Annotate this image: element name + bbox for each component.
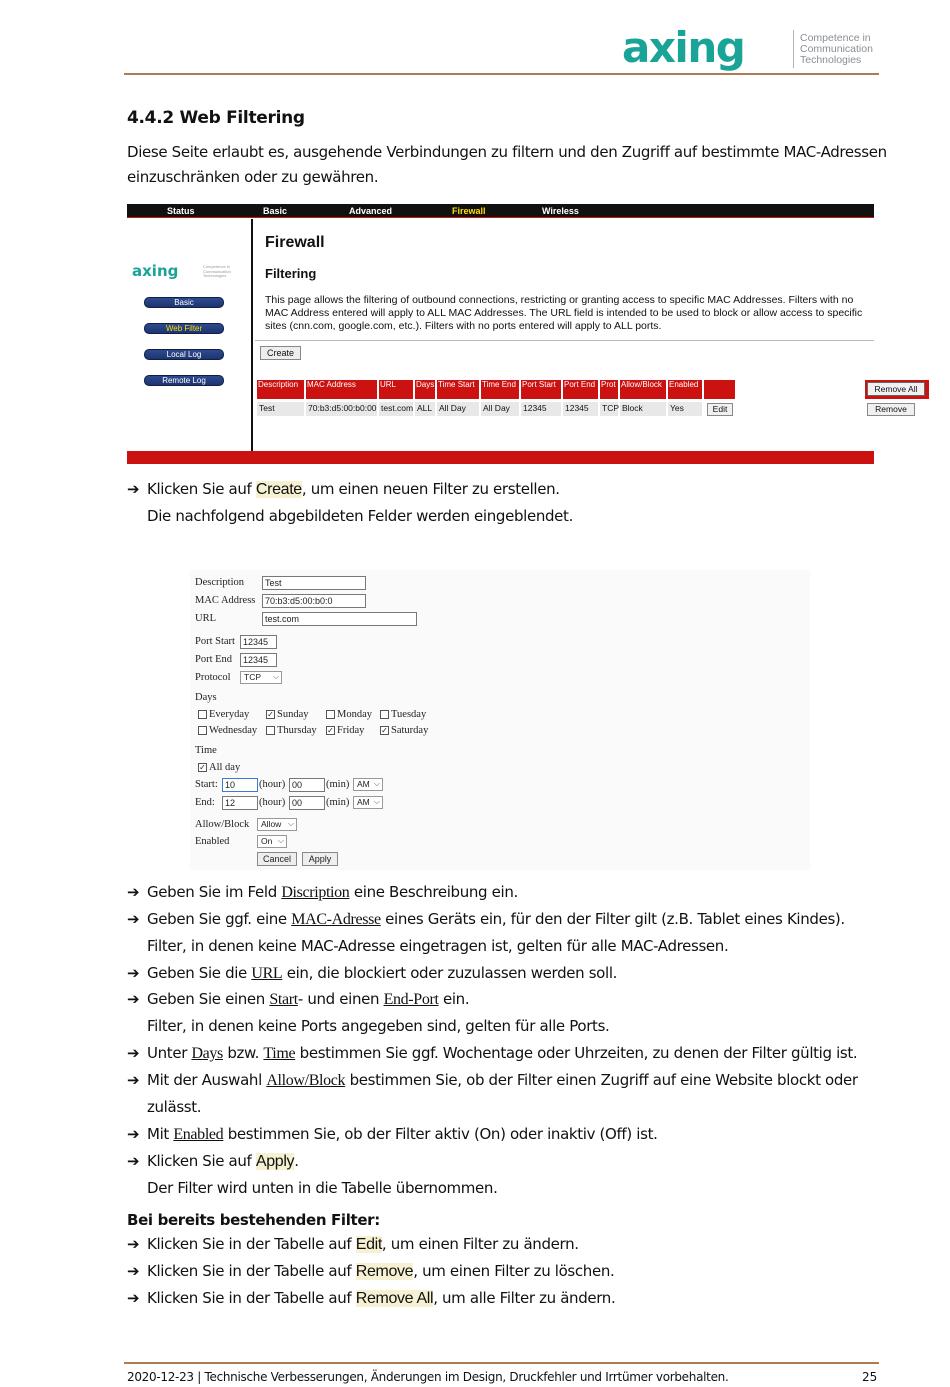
step-url — [127, 964, 617, 983]
header-tagline — [800, 33, 890, 66]
step-text: bestimmen Sie ggf. Wochentage oder Uhrzeiten, zu denen der Filter gültig ist. — [295, 1044, 858, 1062]
protocol-label: Protocol — [195, 672, 231, 683]
step-create — [127, 480, 560, 499]
mac-input[interactable]: 70:b3:d5:00:b0:0 — [262, 594, 366, 608]
step-text: Klicken Sie auf — [147, 480, 256, 498]
divider — [255, 340, 874, 341]
remove-all-cell — [865, 380, 929, 399]
arrow-right-icon: ➔ — [127, 910, 140, 928]
sidebar-logo — [132, 263, 202, 279]
apply-highlight: Apply — [255, 1153, 295, 1170]
arrow-right-icon: ➔ — [127, 1152, 140, 1170]
page-description: This page allows the filtering of outbound connections, restricting or granting access to specific MAC Addresses. Filters with no MAC Address entered will apply to ALL MAC Addresses. The URL field is intended to be used to block or allow access to specific sites (cnn.com, google.com, etc.). Filters with no ports entered will apply to ALL ports. — [265, 294, 863, 332]
start-label: Start: — [195, 779, 218, 790]
header-rule — [124, 73, 879, 75]
field-ref: Days — [191, 1045, 223, 1062]
remove-all-highlight: Remove All — [355, 1290, 434, 1307]
col-time-end: Time End — [481, 380, 519, 399]
create-button[interactable]: Create — [260, 346, 301, 360]
step-text: eine Beschreibung ein. — [349, 883, 518, 901]
mac-label: MAC Address — [195, 595, 256, 606]
cell-prot: TCP — [600, 402, 618, 416]
existing-heading: Bei bereits bestehenden Filter: — [127, 1211, 380, 1229]
step-text: bestimmen Sie, ob der Filter aktiv (On) oder inaktiv (Off) ist. — [223, 1125, 658, 1143]
arrow-right-icon: ➔ — [127, 964, 140, 982]
start-min-unit: (min) — [326, 779, 350, 790]
col-edit-spacer — [704, 380, 735, 399]
step-text: , um einen Filter zu löschen. — [413, 1262, 615, 1280]
arrow-right-icon: ➔ — [127, 1262, 140, 1280]
all-day-label: All day — [209, 762, 241, 773]
step-text: bzw. — [222, 1044, 264, 1062]
create-highlight: Create — [255, 481, 302, 498]
step-enabled — [127, 1125, 658, 1144]
time-label: Time — [195, 745, 217, 756]
sunday-checkbox[interactable]: ✓ — [267, 710, 274, 719]
allow-block-label: Allow/Block — [195, 819, 250, 830]
step-text: Geben Sie die — [147, 964, 252, 982]
apply-button[interactable]: Apply — [302, 852, 338, 866]
start-min-input[interactable]: 00 — [289, 778, 325, 792]
logo-text: axing — [622, 23, 745, 72]
footer-bar — [127, 451, 874, 464]
page-title: Firewall — [265, 234, 325, 251]
firewall-screenshot — [127, 204, 918, 464]
col-description: Description — [257, 380, 304, 399]
step-text: Klicken Sie in der Tabelle auf — [147, 1262, 356, 1280]
cell-allow-block: Block — [620, 402, 666, 416]
tuesday-checkbox[interactable] — [380, 710, 389, 719]
sidebar — [127, 219, 253, 451]
allow-block-select[interactable]: Allow ⌵ — [257, 818, 297, 831]
cell-mac: 70:b3:d5:00:b0:00 — [306, 402, 377, 416]
axing-logo-graphic — [622, 23, 792, 72]
cell-days: ALL — [415, 402, 435, 416]
step-text: Geben Sie im Feld — [147, 883, 282, 901]
col-prot: Prot — [600, 380, 618, 399]
step-text: Klicken Sie in der Tabelle auf — [147, 1289, 356, 1307]
tagline-line-3: Technologies — [800, 54, 862, 66]
field-ref: End-Port — [383, 991, 439, 1008]
step-description — [127, 883, 518, 902]
cell-port-end: 12345 — [563, 402, 598, 416]
step-text: , um einen Filter zu ändern. — [381, 1235, 579, 1253]
everyday-checkbox[interactable] — [198, 710, 207, 719]
everyday-label: Everyday — [209, 709, 250, 720]
step-text: eines Geräts ein, für den der Filter gilt (z.B. Tablet eines Kindes). — [380, 910, 845, 928]
saturday-checkbox[interactable]: ✓ — [381, 726, 388, 735]
end-label: End: — [195, 797, 215, 808]
friday-label: Friday — [337, 725, 365, 736]
start-hour-unit: (hour) — [259, 779, 286, 790]
step-remove-all — [127, 1289, 615, 1308]
edit-button[interactable]: Edit — [707, 403, 733, 416]
step-ports-note: Filter, in denen keine Ports angegeben sind, gelten für alle Ports. — [147, 1017, 610, 1035]
nav-wireless[interactable]: Wireless — [542, 206, 579, 216]
tagline-line-1: Competence in — [800, 32, 871, 44]
port-start-input[interactable]: 12345 — [240, 635, 277, 649]
end-hour-unit: (hour) — [259, 797, 286, 808]
top-nav — [127, 204, 874, 218]
arrow-right-icon: ➔ — [127, 1071, 140, 1089]
thursday-checkbox[interactable] — [266, 726, 275, 735]
arrow-right-icon: ➔ — [127, 1289, 140, 1307]
step-text: ein. — [438, 990, 470, 1008]
step-text: Mit — [147, 1125, 174, 1143]
enabled-select[interactable]: On ⌵ — [257, 835, 287, 848]
arrow-right-icon: ➔ — [127, 1044, 140, 1062]
sidebar-logo-text: axing — [132, 262, 179, 280]
end-min-unit: (min) — [326, 797, 350, 808]
remove-all-button[interactable]: Remove All — [867, 382, 925, 396]
description-input[interactable]: Test — [262, 576, 366, 590]
step-text: Geben Sie ggf. eine — [147, 910, 292, 928]
filter-form-screenshot — [190, 570, 810, 870]
enabled-label: Enabled — [195, 836, 230, 847]
field-ref: Time — [263, 1045, 296, 1062]
field-ref: URL — [251, 965, 283, 982]
col-port-end: Port End — [563, 380, 598, 399]
step-allow-block-cont: zulässt. — [147, 1098, 202, 1116]
field-ref: Enabled — [173, 1126, 224, 1143]
end-hour-input[interactable]: 12 — [222, 796, 258, 810]
start-ampm-select[interactable]: AM ⌵ — [353, 778, 383, 791]
col-time-start: Time Start — [437, 380, 479, 399]
saturday-label: Saturday — [391, 725, 429, 736]
step-text: Klicken Sie in der Tabelle auf — [147, 1235, 356, 1253]
field-ref: Start — [269, 991, 298, 1008]
end-min-input[interactable]: 00 — [289, 796, 325, 810]
sidebar-item-remote-log[interactable]: Remote Log — [144, 375, 224, 386]
step-text: , um alle Filter zu ändern. — [433, 1289, 616, 1307]
col-port-start: Port Start — [521, 380, 561, 399]
col-mac-address: MAC Address — [306, 380, 377, 399]
col-enabled: Enabled — [668, 380, 702, 399]
port-start-label: Port Start — [195, 636, 235, 647]
step-mac-note: Filter, in denen keine MAC-Adresse eingetragen ist, gelten für alle MAC-Adressen. — [147, 937, 729, 955]
page-number: 25 — [862, 1370, 878, 1384]
col-allow-block: Allow/Block — [620, 380, 666, 399]
step-allow-block — [127, 1071, 858, 1090]
arrow-right-icon: ➔ — [127, 480, 140, 498]
col-url: URL — [379, 380, 413, 399]
cell-port-start: 12345 — [521, 402, 561, 416]
header-separator — [793, 30, 794, 68]
protocol-select[interactable]: TCP ⌵ — [240, 671, 282, 684]
all-day-checkbox[interactable]: ✓ — [199, 763, 206, 772]
remove-highlight: Remove — [355, 1263, 414, 1280]
footer-rule — [124, 1362, 879, 1364]
step-apply-note: Der Filter wird unten in die Tabelle übernommen. — [147, 1179, 498, 1197]
field-ref: MAC-Adresse — [291, 911, 381, 928]
arrow-right-icon: ➔ — [127, 1125, 140, 1143]
sidebar-item-basic[interactable]: Basic — [144, 297, 224, 308]
nav-basic[interactable]: Basic — [263, 206, 288, 216]
cell-description: Test — [257, 402, 304, 416]
port-end-label: Port End — [195, 654, 233, 665]
cell-time-start: All Day — [437, 402, 479, 416]
sunday-label: Sunday — [277, 709, 309, 720]
days-label: Days — [195, 692, 217, 703]
step-text: Mit der Auswahl — [147, 1071, 267, 1089]
col-days: Days — [415, 380, 435, 399]
axing-logo — [622, 23, 792, 72]
cell-enabled: Yes — [668, 402, 702, 416]
edit-highlight: Edit — [355, 1236, 382, 1253]
step-text: bestimmen Sie, ob der Filter einen Zugriff auf eine Website blockt oder — [345, 1071, 858, 1089]
start-hour-input[interactable]: 10 — [222, 778, 258, 792]
wednesday-label: Wednesday — [209, 725, 258, 736]
step-text: ein, die blockiert oder zuzulassen werden soll. — [282, 964, 618, 982]
tagline-line-2: Communication — [800, 43, 873, 55]
footer-text: 2020-12-23 | Technische Verbesserungen, Änderungen im Design, Druckfehler und Irrtümer vorbehalten. — [127, 1370, 729, 1384]
arrow-right-icon: ➔ — [127, 1235, 140, 1253]
nav-advanced[interactable]: Advanced — [349, 206, 393, 216]
field-ref: Allow/Block — [266, 1072, 346, 1089]
url-label: URL — [195, 613, 216, 624]
step-remove — [127, 1262, 614, 1281]
wednesday-checkbox[interactable] — [198, 726, 207, 735]
step-mac — [127, 910, 845, 929]
port-end-input[interactable]: 12345 — [240, 653, 277, 667]
friday-checkbox[interactable]: ✓ — [327, 726, 334, 735]
step-apply — [127, 1152, 299, 1171]
url-input[interactable]: test.com — [262, 612, 417, 626]
cancel-button[interactable]: Cancel — [257, 852, 297, 866]
step-text: Klicken Sie auf — [147, 1152, 256, 1170]
thursday-label: Thursday — [277, 725, 317, 736]
page-subtitle: Filtering — [265, 266, 317, 281]
step-ports — [127, 990, 469, 1009]
cell-time-end: All Day — [481, 402, 519, 416]
sidebar-item-local-log[interactable]: Local Log — [144, 349, 224, 360]
monday-checkbox[interactable] — [326, 710, 335, 719]
step-text: . — [294, 1152, 299, 1170]
step-edit — [127, 1235, 579, 1254]
arrow-right-icon: ➔ — [127, 883, 140, 901]
field-ref: Discription — [281, 884, 350, 901]
step-text: Geben Sie einen — [147, 990, 270, 1008]
nav-status[interactable]: Status — [167, 206, 195, 216]
intro-line-2: einzuschränken oder zu gewähren. — [127, 168, 379, 186]
section-title: 4.4.2 Web Filtering — [127, 108, 305, 128]
sidebar-item-web-filter[interactable]: Web Filter — [144, 323, 224, 334]
step-text: - und einen — [297, 990, 384, 1008]
step-create-note: Die nachfolgend abgebildeten Felder werden eingeblendet. — [147, 507, 573, 525]
cell-url: test.com — [379, 402, 413, 416]
intro-line-1: Diese Seite erlaubt es, ausgehende Verbindungen zu filtern und den Zugriff auf bestimmte MAC-Adressen — [127, 143, 887, 161]
end-ampm-select[interactable]: AM ⌵ — [353, 796, 383, 809]
description-label: Description — [195, 577, 244, 588]
remove-button[interactable]: Remove — [867, 403, 915, 416]
sidebar-logo-tagline: Competence in Communication Technologies — [203, 264, 231, 278]
monday-label: Monday — [337, 709, 372, 720]
tuesday-label: Tuesday — [391, 709, 427, 720]
step-text: , um einen neuen Filter zu erstellen. — [301, 480, 560, 498]
step-days-time — [127, 1044, 857, 1063]
step-text: Unter — [147, 1044, 192, 1062]
nav-firewall[interactable]: Firewall — [452, 206, 486, 216]
arrow-right-icon: ➔ — [127, 990, 140, 1008]
